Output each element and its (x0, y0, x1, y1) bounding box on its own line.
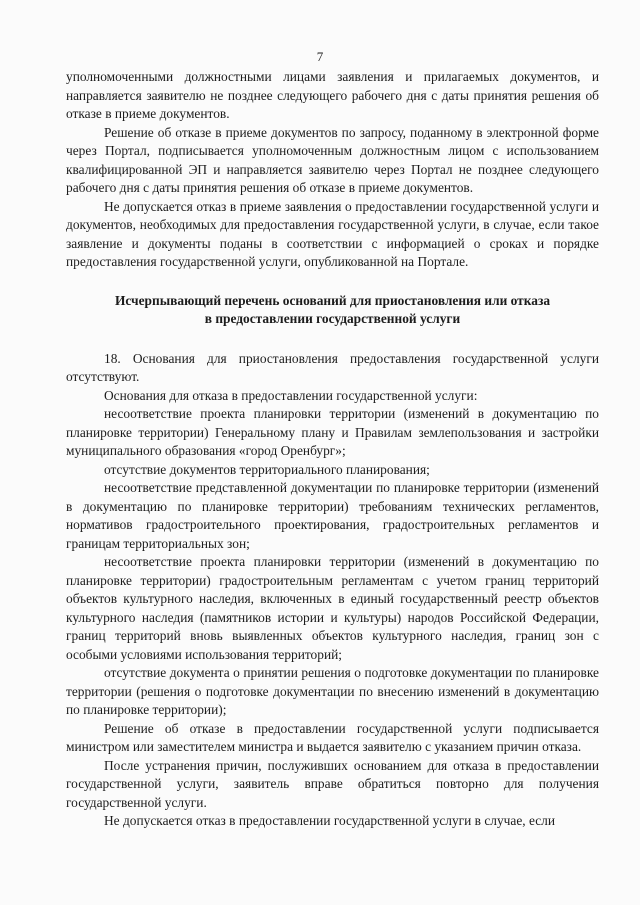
paragraph: уполномоченными должностными лицами заявления и прилагаемых документов, и направляется заявителю не позднее следующего рабочего дня с даты принятия решения об отказе в приеме документов. (66, 69, 599, 121)
paragraph: несоответствие проекта планировки территории (изменений в документацию по планировке территории) Генеральному плану и Правилам землепользования и застройки муниципального образования «город Оренбург»; (66, 406, 599, 458)
paragraph: После устранения причин, послуживших основанием для отказа в предоставлении государственной услуги, заявитель вправе обратиться повторно для получения государственной услуги. (66, 757, 599, 810)
section-heading (66, 292, 599, 329)
paragraph: отсутствие документа о принятии решения о подготовке документации по планировке территории (решения о подготовке документации по внесению изменений в документацию по планировке территории); (66, 665, 599, 717)
paragraph: Не допускается отказ в предоставлении государственной услуги в случае, если (104, 813, 556, 828)
paragraph: Не допускается отказ в приеме заявления о предоставлении государственной услуги и документов, необходимых для предоставления государственной услуги, в случае, если такое заявление и документы поданы в соответствии с информацией о сроках и порядке предоставления государственной услуги, опубликованной на Портале. (66, 198, 599, 269)
page-number: 7 (316, 49, 324, 64)
paragraph: несоответствие представленной документации по планировке территории (изменений в документацию по планировке территории) требованиям технических регламентов, нормативов градостроительного проектирования, градостроительных регламентов и границам территориальных зон; (66, 480, 599, 551)
section-heading-line: Исчерпывающий перечень оснований для приостановления или отказа (114, 292, 551, 308)
paragraph: 18. Основания для приостановления предоставления государственной услуги отсутствуют. (66, 350, 599, 384)
paragraph: несоответствие проекта планировки территории (изменений в документацию по планировке территории) градостроительным регламентам с учетом границ территорий объектов культурного наследия, включенных в единый государственный реестр объектов культурного наследия (памятников истории и культуры) народов Российской Федерации, границ территорий вновь выявленных объектов культурного наследия, границ зон с особыми условиями использования территорий; (66, 554, 599, 662)
paragraph: Основания для отказа в предоставлении государственной услуги: (104, 387, 478, 403)
document-body (66, 68, 599, 831)
section-heading-line: в предоставлении государственной услуги (204, 311, 461, 326)
paragraph: Решение об отказе в предоставлении государственной услуги подписывается министром или заместителем министра и выдается заявителю с указанием причин отказа. (66, 720, 599, 754)
paragraph: Решение об отказе в приеме документов по запросу, поданному в электронной форме через Портал, подписывается уполномоченным должностным лицом с использованием квалифицированной ЭП и направляется заявителю через Портал не позднее следующего рабочего дня с даты принятия решения об отказе в приеме документов. (66, 124, 599, 195)
paragraph: отсутствие документов территориального планирования; (104, 461, 430, 477)
